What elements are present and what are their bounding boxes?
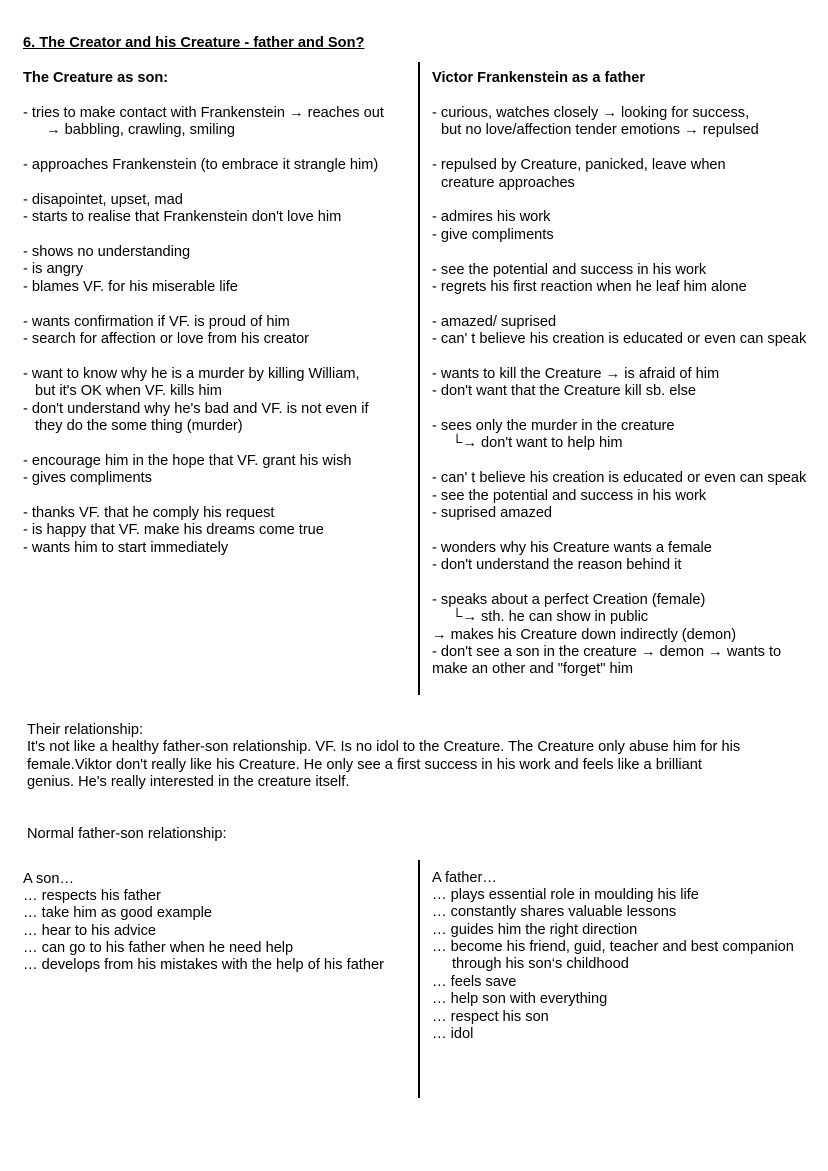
creature-line: - tries to make contact with Frankenstein → reaches out xyxy=(23,105,384,121)
son-line: … take him as good example xyxy=(23,905,213,921)
father-heading: A father… xyxy=(432,870,497,886)
father-line: through his son‘s childhood xyxy=(452,956,629,972)
creature-line: they do the some thing (murder) xyxy=(35,418,243,434)
father-line: … respect his son xyxy=(432,1009,549,1025)
father-line: … idol xyxy=(432,1026,474,1042)
creature-line: - is angry xyxy=(23,261,84,277)
son-line: … develops from his mistakes with the help of his father xyxy=(23,957,384,973)
creature-line: - gives compliments xyxy=(23,470,152,486)
creature-line: - want to know why he is a murder by killing William, xyxy=(23,366,360,382)
creature-line: - is happy that VF. make his dreams come true xyxy=(23,522,324,538)
victor-line: - don't want that the Creature kill sb. else xyxy=(432,383,696,399)
father-line: … constantly shares valuable lessons xyxy=(432,904,677,920)
creature-line: - shows no understanding xyxy=(23,244,191,260)
victor-line: └→ sth. he can show in public xyxy=(452,609,649,625)
creature-line: - starts to realise that Frankenstein don't love him xyxy=(23,209,342,225)
normal-heading: Normal father-son relationship: xyxy=(27,826,227,842)
creature-line: but it's OK when VF. kills him xyxy=(35,383,222,399)
son-line: … hear to his advice xyxy=(23,923,157,939)
victor-line: - wonders why his Creature wants a female xyxy=(432,540,712,556)
relationship-text: genius. He's really interested in the creature itself. xyxy=(27,774,350,790)
victor-line: └→ don't want to help him xyxy=(452,435,623,451)
victor-line: - can' t believe his creation is educated or even can speak xyxy=(432,470,807,486)
father-line: … feels save xyxy=(432,974,517,990)
victor-heading: Victor Frankenstein as a father xyxy=(432,70,646,86)
column-divider-bottom xyxy=(418,860,420,1098)
victor-line: - can' t believe his creation is educated or even can speak xyxy=(432,331,807,347)
father-line: … help son with everything xyxy=(432,991,608,1007)
victor-line: - speaks about a perfect Creation (female) xyxy=(432,592,706,608)
creature-line: → babbling, crawling, smiling xyxy=(46,122,235,138)
creature-line: - encourage him in the hope that VF. grant his wish xyxy=(23,453,352,469)
victor-line: - see the potential and success in his work xyxy=(432,262,707,278)
creature-line: - wants confirmation if VF. is proud of him xyxy=(23,314,290,330)
creature-line: - disapointet, upset, mad xyxy=(23,192,183,208)
relationship-heading: Their relationship: xyxy=(27,722,143,738)
victor-line: - don't see a son in the creature → demon → wants to xyxy=(432,644,782,660)
victor-line: make an other and "forget" him xyxy=(432,661,633,677)
creature-line: - blames VF. for his miserable life xyxy=(23,279,238,295)
victor-line: - regrets his first reaction when he leaf him alone xyxy=(432,279,747,295)
victor-line: but no love/affection tender emotions → repulsed xyxy=(441,122,759,138)
father-line: … become his friend, guid, teacher and best companion xyxy=(432,939,794,955)
victor-line: - admires his work xyxy=(432,209,551,225)
page-title: 6. The Creator and his Creature - father and Son? xyxy=(23,35,365,51)
relationship-text: female.Viktor don't really like his Creature. He only see a first success in his work and feels like a brilliant xyxy=(27,757,702,773)
victor-line: - curious, watches closely → looking for success, xyxy=(432,105,750,121)
creature-heading: The Creature as son: xyxy=(23,70,169,86)
creature-line: - search for affection or love from his creator xyxy=(23,331,310,347)
victor-line: - wants to kill the Creature → is afraid of him xyxy=(432,366,720,382)
victor-line: → makes his Creature down indirectly (demon) xyxy=(432,627,737,643)
relationship-text: It's not like a healthy father-son relationship. VF. Is no idol to the Creature. The Creature only abuse him for his xyxy=(27,739,741,755)
victor-line: - amazed/ suprised xyxy=(432,314,557,330)
son-line: … can go to his father when he need help xyxy=(23,940,294,956)
father-line: … guides him the right direction xyxy=(432,922,638,938)
victor-line: - don't understand the reason behind it xyxy=(432,557,682,573)
victor-line: - give compliments xyxy=(432,227,554,243)
creature-line: - wants him to start immediately xyxy=(23,540,229,556)
victor-line: creature approaches xyxy=(441,175,575,191)
creature-line: - don't understand why he's bad and VF. is not even if xyxy=(23,401,369,417)
creature-line: - thanks VF. that he comply his request xyxy=(23,505,275,521)
victor-line: - repulsed by Creature, panicked, leave when xyxy=(432,157,726,173)
son-line: … respects his father xyxy=(23,888,161,904)
column-divider-top xyxy=(418,62,420,695)
victor-line: - suprised amazed xyxy=(432,505,553,521)
victor-line: - see the potential and success in his work xyxy=(432,488,707,504)
victor-line: - sees only the murder in the creature xyxy=(432,418,675,434)
son-heading: A son… xyxy=(23,871,75,887)
father-line: … plays essential role in moulding his life xyxy=(432,887,699,903)
creature-line: - approaches Frankenstein (to embrace it strangle him) xyxy=(23,157,379,173)
